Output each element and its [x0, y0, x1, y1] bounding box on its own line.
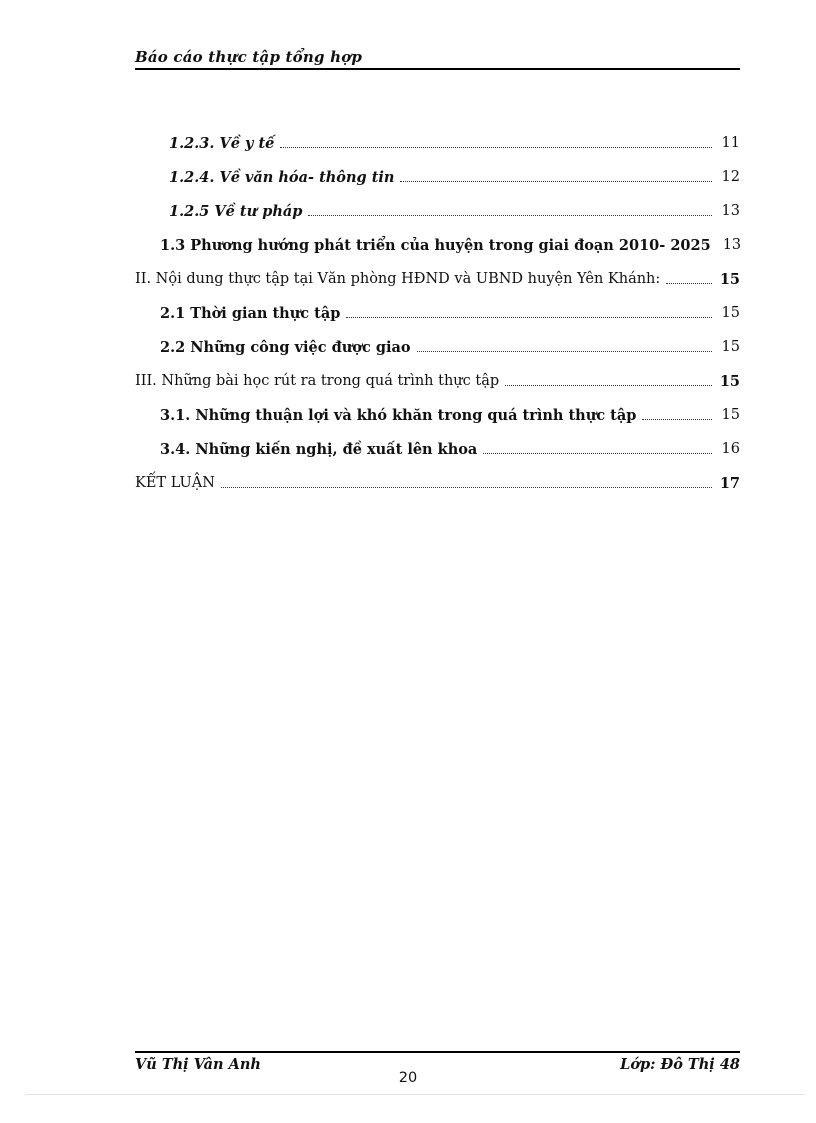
toc-page-number: 15 — [719, 372, 740, 390]
toc-page-number: 15 — [721, 339, 740, 355]
toc-leader — [346, 317, 712, 318]
toc-page-number: 17 — [719, 474, 740, 492]
footer-class: Lớp: Đô Thị 48 — [620, 1056, 740, 1073]
toc-entry[interactable] — [135, 364, 740, 398]
toc-leader — [642, 419, 712, 420]
toc-entry-text: II. Nội dung thực tập tại Văn phòng HĐND và UBND huyện Yên Khánh: — [135, 271, 661, 287]
toc-page-number: 15 — [721, 407, 740, 423]
toc-leader — [280, 147, 712, 148]
toc-leader — [400, 181, 712, 182]
toc-entry-text: 1.2.5 Về tư pháp — [169, 202, 303, 220]
toc-leader — [308, 215, 712, 216]
toc-leader — [505, 385, 712, 386]
toc-entry-text: 2.2 Những công việc được giao — [160, 338, 411, 356]
toc-leader — [221, 487, 712, 488]
toc-entry-text: 3.4. Những kiến nghị, đề xuất lên khoa — [160, 440, 478, 458]
toc-entry-text: 3.1. Những thuận lợi và khó khăn trong quá trình thực tập — [160, 406, 637, 424]
toc-entry-text: 2.1 Thời gian thực tập — [160, 304, 341, 322]
toc-page-number: 13 — [722, 237, 742, 253]
toc-entry-text: III. Những bài học rút ra trong quá trình thực tập — [135, 373, 500, 389]
page-header — [135, 48, 740, 70]
toc-entry[interactable] — [135, 126, 740, 160]
toc-page-number: 12 — [721, 169, 740, 185]
footer-author: Vũ Thị Vân Anh — [135, 1056, 261, 1073]
toc-leader — [417, 351, 712, 352]
page-bottom-divider — [25, 1094, 805, 1095]
toc-entry[interactable] — [135, 160, 740, 194]
toc-entry[interactable] — [135, 194, 740, 228]
toc-entry[interactable] — [135, 330, 740, 364]
toc-page-number: 13 — [721, 203, 740, 219]
toc-entry[interactable] — [135, 228, 740, 262]
toc-entry[interactable] — [135, 466, 740, 500]
toc-page-number: 11 — [721, 135, 740, 151]
toc-entry[interactable] — [135, 398, 740, 432]
toc-entry-text: KẾT LUẬN — [135, 475, 215, 491]
toc-entry-text: 1.2.4. Về văn hóa- thông tin — [169, 168, 395, 186]
header-title: Báo cáo thực tập tổng hợp — [135, 48, 363, 66]
toc-entry[interactable] — [135, 432, 740, 466]
toc-page-number: 16 — [721, 441, 740, 457]
page-number: 20 — [398, 1070, 418, 1086]
toc-leader — [483, 453, 712, 454]
toc-leader — [666, 283, 712, 284]
toc-page-number: 15 — [719, 270, 740, 288]
table-of-contents — [135, 126, 740, 500]
toc-page-number: 15 — [721, 305, 740, 321]
toc-entry[interactable] — [135, 262, 740, 296]
toc-entry[interactable] — [135, 296, 740, 330]
toc-entry-text: 1.3 Phương hướng phát triển của huyện trong giai đoạn 2010- 2025 — [160, 236, 711, 254]
toc-entry-text: 1.2.3. Về y tế — [169, 134, 275, 152]
